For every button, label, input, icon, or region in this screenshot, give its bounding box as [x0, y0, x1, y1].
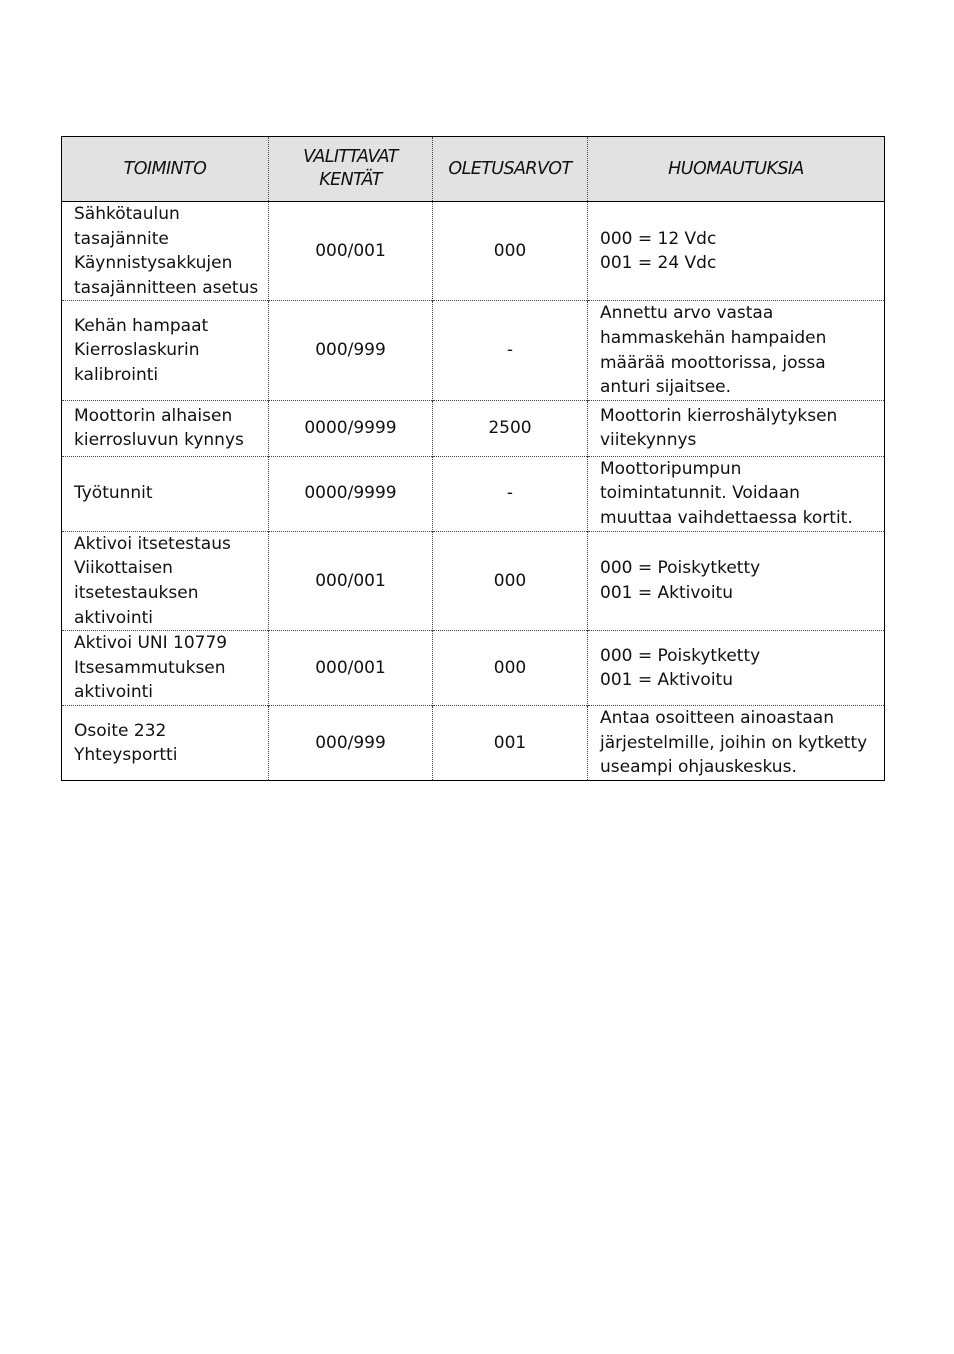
cell-huomautus: 000 = Poiskytketty 001 = Aktivoitu: [588, 531, 885, 630]
cell-toiminto: Kehän hampaat Kierroslaskurin kalibrointi: [62, 301, 269, 400]
cell-huomautus: Annettu arvo vastaa hammaskehän hampaiden määrää moottorissa, jossa anturi sijaitsee.: [588, 301, 885, 400]
header-valittavat-kentat: VALITTAVAT KENTÄT: [269, 137, 433, 202]
header-huomautuksia: HUOMAUTUKSIA: [588, 137, 885, 202]
cell-oletusarvo: 000: [433, 631, 588, 706]
cell-valittavat-kentat: 000/001: [269, 202, 433, 301]
cell-oletusarvo: -: [433, 456, 588, 531]
table-row: [62, 400, 885, 456]
cell-valittavat-kentat: 000/999: [269, 301, 433, 400]
cell-valittavat-kentat: 000/999: [269, 706, 433, 781]
cell-oletusarvo: 000: [433, 202, 588, 301]
cell-valittavat-kentat: 000/001: [269, 631, 433, 706]
cell-toiminto: Aktivoi UNI 10779 Itsesammutuksen aktivointi: [62, 631, 269, 706]
cell-toiminto: Aktivoi itsetestaus Viikottaisen itsetestauksen aktivointi: [62, 531, 269, 630]
table-row: [62, 202, 885, 301]
header-oletusarvot: OLETUSARVOT: [433, 137, 588, 202]
table-header-row: [62, 137, 885, 202]
table-row: [62, 301, 885, 400]
cell-huomautus: 000 = Poiskytketty 001 = Aktivoitu: [588, 631, 885, 706]
table-row: [62, 631, 885, 706]
header-toiminto: TOIMINTO: [62, 137, 269, 202]
cell-huomautus: Antaa osoitteen ainoastaan järjestelmille, joihin on kytketty useampi ohjauskeskus.: [588, 706, 885, 781]
cell-valittavat-kentat: 0000/9999: [269, 456, 433, 531]
cell-valittavat-kentat: 0000/9999: [269, 400, 433, 456]
cell-toiminto: Osoite 232 Yhteysportti: [62, 706, 269, 781]
cell-oletusarvo: 000: [433, 531, 588, 630]
cell-huomautus: 000 = 12 Vdc 001 = 24 Vdc: [588, 202, 885, 301]
table-row: [62, 456, 885, 531]
cell-huomautus: Moottorin kierroshälytyksen viitekynnys: [588, 400, 885, 456]
cell-oletusarvo: 2500: [433, 400, 588, 456]
cell-valittavat-kentat: 000/001: [269, 531, 433, 630]
cell-oletusarvo: -: [433, 301, 588, 400]
cell-toiminto: Sähkötaulun tasajännite Käynnistysakkujen tasajännitteen asetus: [74, 204, 259, 298]
table-row: [62, 706, 885, 781]
cell-oletusarvo: 001: [433, 706, 588, 781]
cell-huomautus: Moottoripumpun toimintatunnit. Voidaan muuttaa vaihdettaessa kortit.: [588, 456, 885, 531]
cell-toiminto: Työtunnit: [62, 456, 269, 531]
table-row: [62, 531, 885, 630]
settings-table-container: [61, 136, 884, 781]
settings-table: [61, 136, 885, 781]
cell-toiminto: Moottorin alhaisen kierrosluvun kynnys: [62, 400, 269, 456]
